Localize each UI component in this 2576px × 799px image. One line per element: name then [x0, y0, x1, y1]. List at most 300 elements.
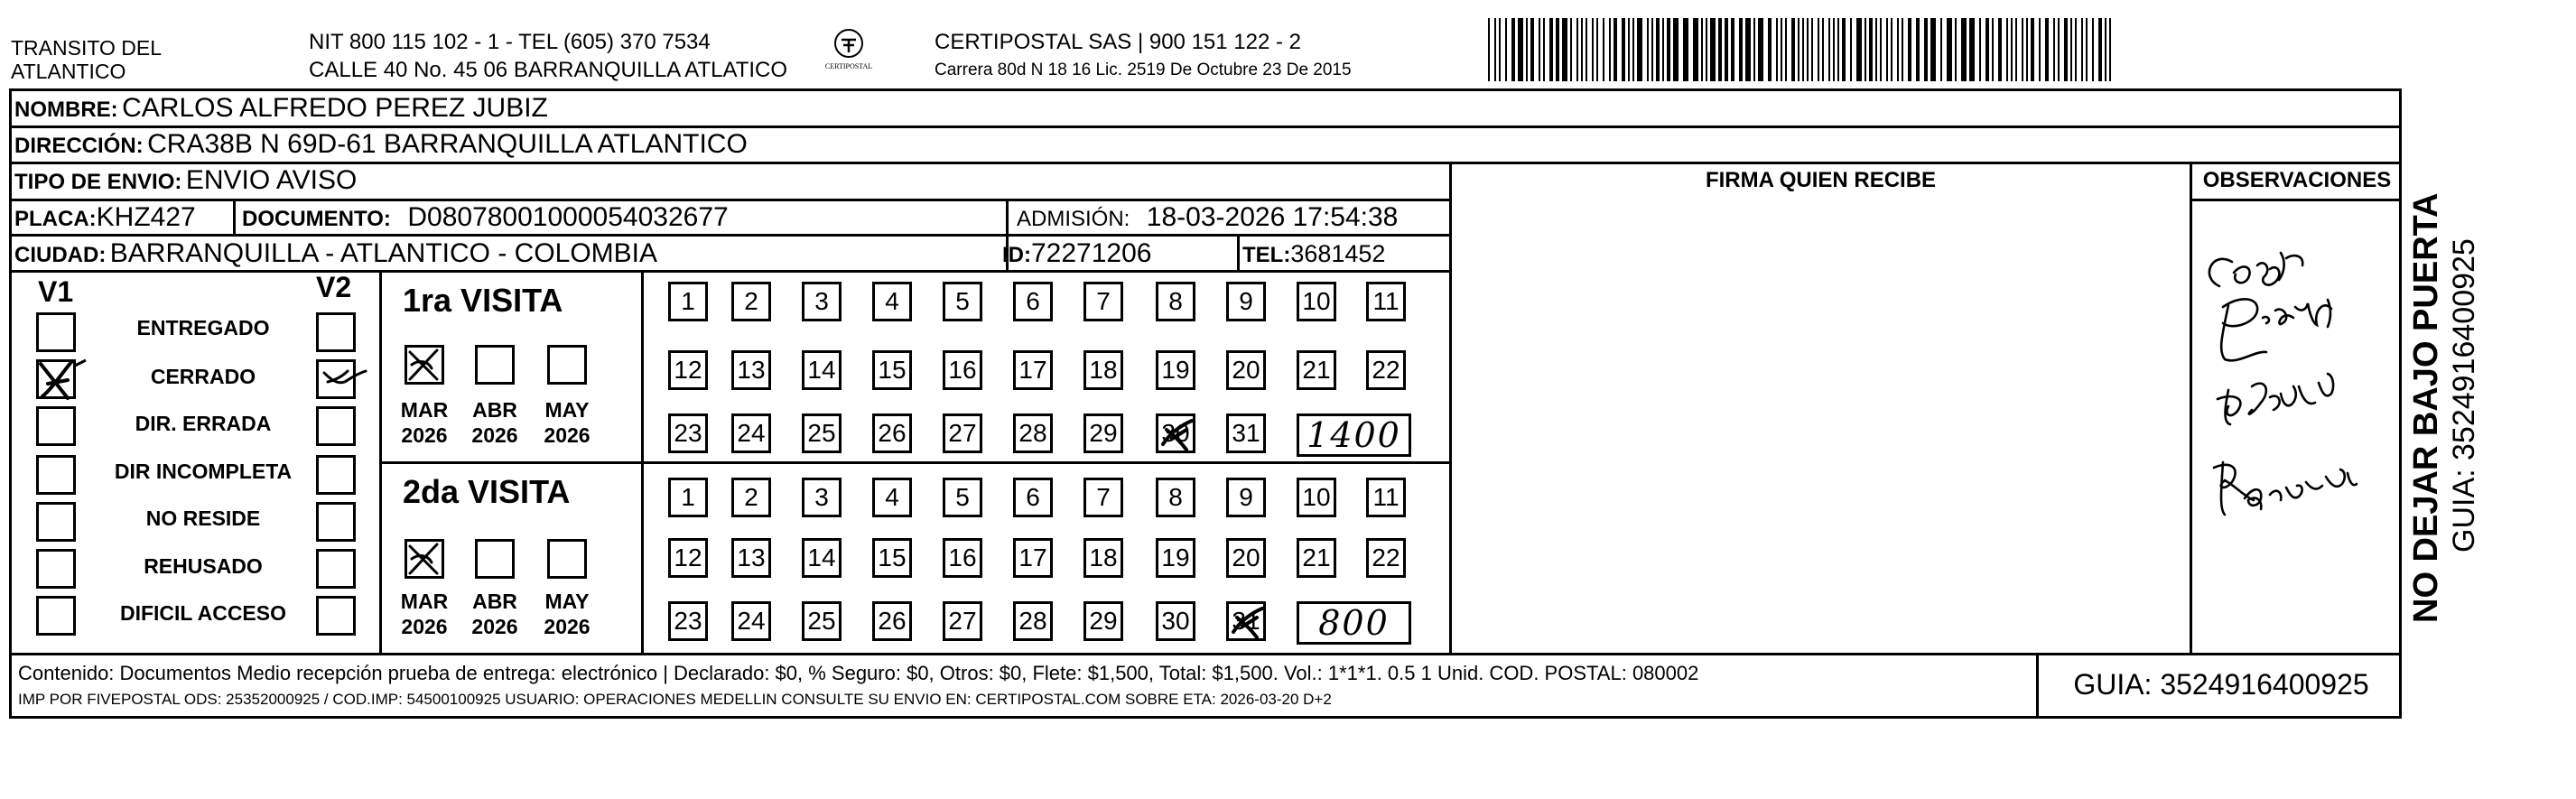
status-option-label: CERRADO: [150, 365, 256, 388]
day-box[interactable]: [731, 601, 771, 641]
logo-icon: [829, 27, 869, 61]
plate-label: PLACA:: [14, 207, 97, 231]
tel-value: 3681452: [1290, 240, 1386, 267]
day-number: 21: [1302, 544, 1331, 571]
carrier-address: Carrera 80d N 18 16 Lic. 2519 De Octubre 23 De 2015: [935, 60, 1352, 79]
month-checkbox[interactable]: [475, 539, 515, 579]
day-number: 3: [814, 483, 829, 511]
barcode-bar: [1897, 18, 1899, 81]
barcode-bar: [1798, 18, 1799, 81]
barcode-bar: [1886, 18, 1888, 81]
day-box[interactable]: [872, 478, 912, 517]
barcode-bar: [1543, 18, 1545, 81]
day-number: 7: [1096, 483, 1111, 511]
v1-checkbox[interactable]: [36, 502, 76, 542]
day-number: 18: [1089, 544, 1118, 571]
month-checkbox[interactable]: [405, 539, 444, 579]
barcode-bar: [2011, 18, 2013, 81]
day-box[interactable]: [731, 538, 771, 578]
day-box[interactable]: [1226, 478, 1266, 517]
day-box[interactable]: [1013, 282, 1053, 321]
document-value: D08078001000054032677: [407, 202, 729, 232]
recipient-name: CARLOS ALFREDO PEREZ JUBIZ: [122, 93, 548, 123]
day-box[interactable]: [872, 413, 912, 453]
day-number: 9: [1239, 483, 1253, 511]
day-box[interactable]: [1083, 282, 1123, 321]
barcode-bar: [1596, 18, 1598, 81]
org-name-line2: ATLANTICO: [11, 60, 126, 83]
day-box[interactable]: [1083, 413, 1123, 453]
tel-label: TEL:: [1242, 243, 1291, 267]
day-number: 16: [948, 356, 977, 384]
shipment-type: ENVIO AVISO: [185, 165, 358, 195]
day-number: 14: [807, 356, 836, 384]
day-box[interactable]: [872, 601, 912, 641]
status-option-label: DIR INCOMPLETA: [114, 460, 293, 483]
barcode-bar: [1902, 18, 1903, 81]
v2-checkbox[interactable]: [316, 549, 356, 589]
day-number: 6: [1026, 483, 1040, 511]
barcode-bar: [1807, 18, 1809, 81]
day-number: 21: [1302, 356, 1331, 384]
barcode-bar: [1570, 18, 1572, 81]
barcode-bar: [1930, 18, 1936, 81]
day-number: 13: [737, 544, 766, 571]
barcode-bar: [2045, 18, 2049, 81]
barcode-bar: [2015, 18, 2017, 81]
day-box[interactable]: [943, 601, 982, 641]
observations-header: OBSERVACIONES: [2202, 168, 2392, 192]
barcode-bar: [1622, 18, 1625, 81]
day-box[interactable]: [1013, 350, 1053, 390]
day-box[interactable]: [943, 350, 982, 390]
v2-checkbox[interactable]: [316, 502, 356, 542]
day-box[interactable]: [1013, 601, 1053, 641]
day-number: 4: [885, 287, 899, 315]
v2-checkbox[interactable]: [316, 312, 356, 352]
day-number: 29: [1089, 607, 1118, 635]
barcode-bar: [2053, 18, 2055, 81]
barcode-bar: [1628, 18, 1630, 81]
day-box[interactable]: [943, 538, 982, 578]
day-box[interactable]: [668, 538, 708, 578]
logo-text: CERTIPOSTAL: [824, 62, 873, 70]
day-box[interactable]: [802, 478, 842, 517]
barcode-bar: [1505, 18, 1507, 81]
barcode-bar: [1632, 18, 1634, 81]
status-option-label: REHUSADO: [144, 554, 263, 578]
day-number: 20: [1232, 544, 1260, 571]
barcode-bar: [1992, 18, 1994, 81]
admission-label: ADMISIÓN:: [1017, 207, 1130, 231]
barcode-bar: [1875, 18, 1877, 81]
org-nit: NIT 800 115 102 - 1 - TEL (605) 370 7534: [309, 30, 711, 54]
month-label: ABR 2026: [471, 590, 518, 638]
day-number: 23: [674, 607, 702, 635]
day-number: 26: [878, 607, 907, 635]
org-info: [309, 28, 787, 84]
side-warning: NO DEJAR BAJO PUERTA: [2407, 192, 2445, 623]
day-box[interactable]: [1226, 350, 1266, 390]
document-field: [242, 202, 729, 233]
barcode-bar: [2086, 18, 2088, 81]
barcode-bar: [1701, 18, 1703, 81]
barcode-bar: [1710, 18, 1716, 81]
type-row: [14, 165, 357, 196]
barcode-bar: [1662, 18, 1664, 81]
footer-guia: GUIA: 3524916400925: [2073, 668, 2369, 701]
barcode-bar: [1673, 18, 1679, 81]
day-box[interactable]: [802, 282, 842, 321]
barcode-bar: [1576, 18, 1578, 81]
status-option-label: DIR. ERRADA: [135, 412, 272, 435]
day-number: 13: [737, 356, 766, 384]
day-number: 20: [1232, 356, 1260, 384]
barcode-bar: [1802, 18, 1804, 81]
barcode-bar: [1706, 18, 1707, 81]
barcode-bar: [1651, 18, 1653, 81]
barcode-bar: [1822, 18, 1824, 81]
barcode-bar: [1818, 18, 1819, 81]
barcode-bar: [1869, 18, 1873, 81]
day-number: 26: [878, 419, 907, 447]
day-number: 12: [674, 544, 702, 571]
barcode-bar: [1656, 18, 1660, 81]
day-box[interactable]: [943, 413, 982, 453]
barcode-bar: [2039, 18, 2041, 81]
day-box[interactable]: [668, 282, 708, 321]
day-box[interactable]: [1226, 538, 1266, 578]
barcode-bar: [1511, 18, 1515, 81]
day-number: 16: [948, 544, 977, 571]
barcode-bar: [1539, 18, 1540, 81]
document-label: DOCUMENTO:: [242, 207, 391, 231]
barcode-bar: [1549, 18, 1553, 81]
barcode-bar: [1955, 18, 1957, 81]
barcode-bar: [1776, 18, 1778, 81]
day-box[interactable]: [731, 350, 771, 390]
hour-box[interactable]: [1297, 601, 1411, 645]
hour-handwritten: 800: [1318, 603, 1390, 643]
month-checkbox[interactable]: [547, 345, 587, 385]
barcode-bar: [1908, 18, 1911, 81]
barcode-bar: [1637, 18, 1642, 81]
day-number: 22: [1372, 544, 1400, 571]
barcode-bar: [1979, 18, 1981, 81]
org-name-line1: TRANSITO DEL: [11, 36, 162, 60]
name-row: [14, 93, 548, 124]
day-number: 8: [1168, 483, 1183, 511]
barcode-bar: [1494, 18, 1496, 81]
day-box[interactable]: [1013, 478, 1053, 517]
signature-header: FIRMA QUIEN RECIBE: [1705, 168, 1937, 192]
name-label: NOMBRE:: [14, 98, 118, 122]
barcode-bar: [1693, 18, 1698, 81]
day-box[interactable]: [1297, 350, 1336, 390]
day-box[interactable]: [1366, 350, 1406, 390]
day-number: 23: [674, 419, 702, 447]
day-box[interactable]: [668, 478, 708, 517]
day-box[interactable]: [731, 478, 771, 517]
day-number: 25: [807, 607, 836, 635]
day-number: 25: [807, 419, 836, 447]
barcode-bar: [2092, 18, 2094, 81]
type-label: TIPO DE ENVIO:: [14, 170, 182, 194]
day-number: 24: [737, 607, 766, 635]
day-number: 28: [1018, 419, 1047, 447]
barcode-bar: [2031, 18, 2034, 81]
day-box[interactable]: [1156, 350, 1195, 390]
barcode-bar: [2058, 18, 2060, 81]
hour-handwritten: 1400: [1307, 415, 1401, 455]
day-box[interactable]: [1156, 601, 1195, 641]
barcode-bar: [1880, 18, 1882, 81]
barcode-bar: [1791, 18, 1795, 81]
v2-checkbox[interactable]: [316, 359, 356, 399]
day-box[interactable]: [802, 413, 842, 453]
city-row: [14, 238, 657, 269]
address-label: DIRECCIÓN:: [14, 134, 144, 158]
day-box[interactable]: [1156, 538, 1195, 578]
v1-checkbox[interactable]: [36, 359, 76, 399]
barcode-bar: [1753, 18, 1755, 81]
day-box[interactable]: [872, 282, 912, 321]
barcode-bar: [1940, 18, 1942, 81]
barcode-bar: [1647, 18, 1649, 81]
barcode-bar: [2026, 18, 2028, 81]
barcode-bar: [1603, 18, 1604, 81]
observation-signatures: [2192, 200, 2400, 652]
v2-checkbox[interactable]: [316, 406, 356, 446]
barcode-bar: [1613, 18, 1617, 81]
visit-title: 2da VISITA: [403, 473, 571, 510]
day-number: 17: [1018, 544, 1047, 571]
barcode-bar: [1947, 18, 1952, 81]
day-box[interactable]: [1013, 538, 1053, 578]
day-number: 31: [1232, 419, 1260, 447]
v1-checkbox[interactable]: [36, 549, 76, 589]
day-box[interactable]: [1083, 538, 1123, 578]
footer-content: Contenido: Documentos Medio recepción prueba de entrega: electrónico | Declarado: $0, % Seguro: $0, Otros: $0, Flete: $1,500, Total: $1,500. Vol.: 1*1*1. 0.5 1 Unid. COD. POSTAL: 080002: [18, 662, 1699, 684]
status-option-label: NO RESIDE: [145, 506, 261, 530]
v1-checkbox[interactable]: [36, 406, 76, 446]
barcode-bar: [1961, 18, 1967, 81]
status-option-label: DIFICIL ACCESO: [119, 601, 286, 625]
day-box[interactable]: [1013, 413, 1053, 453]
day-box[interactable]: [731, 282, 771, 321]
barcode-bar: [2081, 18, 2083, 81]
barcode-bar: [2098, 18, 2102, 81]
day-number: 3: [814, 287, 829, 315]
day-number: 30: [1161, 419, 1190, 447]
address-row: [14, 129, 748, 160]
day-box[interactable]: [1083, 478, 1123, 517]
day-box[interactable]: [1226, 413, 1266, 453]
plate-row: [14, 202, 196, 233]
barcode-bar: [1837, 18, 1839, 81]
day-number: 14: [807, 544, 836, 571]
barcode-bar: [1731, 18, 1734, 81]
barcode-bar: [1718, 18, 1722, 81]
v1-checkbox[interactable]: [36, 596, 76, 636]
id-field: [1002, 238, 1151, 269]
admission-value: 18-03-2026 17:54:38: [1146, 202, 1399, 232]
day-number: 12: [674, 356, 702, 384]
barcode-bar: [2022, 18, 2023, 81]
month-label: MAR 2026: [400, 590, 449, 638]
barcode-bar: [1725, 18, 1728, 81]
v1-checkbox[interactable]: [36, 312, 76, 352]
barcode-bar: [1667, 18, 1670, 81]
month-label: ABR 2026: [471, 398, 518, 447]
day-number: 10: [1302, 483, 1331, 511]
barcode-bar: [1488, 18, 1490, 81]
day-number: 17: [1018, 356, 1047, 384]
barcode-bar: [1998, 18, 2002, 81]
barcode-bar: [1891, 18, 1892, 81]
day-number: 1: [681, 287, 695, 315]
day-box[interactable]: [1366, 538, 1406, 578]
hour-box[interactable]: [1297, 413, 1411, 457]
day-box[interactable]: [1297, 282, 1336, 321]
month-checkbox[interactable]: [405, 345, 444, 385]
barcode-bar: [1924, 18, 1928, 81]
day-box[interactable]: [668, 350, 708, 390]
day-box[interactable]: [1156, 478, 1195, 517]
day-box[interactable]: [668, 413, 708, 453]
day-number: 29: [1089, 419, 1118, 447]
day-number: 19: [1161, 356, 1190, 384]
day-box[interactable]: [1297, 538, 1336, 578]
barcode: [1488, 18, 2120, 81]
day-box[interactable]: [1366, 282, 1406, 321]
check-mark-icon: [1156, 413, 1195, 453]
barcode-bar: [1850, 18, 1852, 81]
day-box[interactable]: [1083, 350, 1123, 390]
id-value: 72271206: [1031, 238, 1152, 268]
day-box[interactable]: [802, 350, 842, 390]
day-number: 9: [1239, 287, 1253, 315]
barcode-bar: [1745, 18, 1751, 81]
barcode-bar: [1739, 18, 1743, 81]
day-number: 19: [1161, 544, 1190, 571]
month-label: MAR 2026: [400, 398, 449, 447]
day-number: 8: [1168, 287, 1183, 315]
v2-checkbox[interactable]: [316, 455, 356, 495]
day-box[interactable]: [1083, 601, 1123, 641]
day-number: 15: [878, 544, 907, 571]
barcode-bar: [1586, 18, 1587, 81]
barcode-bar: [1916, 18, 1920, 81]
day-box[interactable]: [1226, 282, 1266, 321]
carrier-info: [935, 28, 1352, 84]
barcode-bar: [1833, 18, 1835, 81]
barcode-bar: [1556, 18, 1559, 81]
day-box[interactable]: [1156, 413, 1195, 453]
day-number: 11: [1372, 483, 1400, 511]
day-box[interactable]: [802, 601, 842, 641]
barcode-bar: [1562, 18, 1567, 81]
month-checkbox[interactable]: [475, 345, 515, 385]
day-number: 18: [1089, 356, 1118, 384]
check-mark-icon: [405, 345, 444, 385]
barcode-bar: [1592, 18, 1594, 81]
day-box[interactable]: [872, 538, 912, 578]
city-label: CIUDAD:: [14, 243, 107, 267]
org-address: CALLE 40 No. 45 06 BARRANQUILLA ATLATICO: [309, 58, 788, 82]
day-number: 24: [737, 419, 766, 447]
id-label: ID:: [1002, 243, 1031, 267]
carrier-name: CERTIPOSTAL SAS | 900 151 122 - 2: [935, 30, 1301, 54]
day-number: 31: [1232, 607, 1260, 635]
check-mark-icon: [1226, 601, 1266, 641]
day-number: 27: [948, 419, 977, 447]
day-box[interactable]: [872, 350, 912, 390]
day-number: 6: [1026, 287, 1040, 315]
month-label: MAY 2026: [544, 398, 591, 447]
barcode-bar: [1581, 18, 1583, 81]
city-value: BARRANQUILLA - ATLANTICO - COLOMBIA: [109, 238, 658, 268]
day-box[interactable]: [731, 413, 771, 453]
month-label: MAY 2026: [544, 590, 591, 638]
day-box[interactable]: [802, 538, 842, 578]
barcode-bar: [1781, 18, 1782, 81]
v1-label: V1: [38, 275, 74, 308]
day-box[interactable]: [943, 478, 982, 517]
barcode-bar: [1842, 18, 1846, 81]
barcode-bar: [1530, 18, 1534, 81]
barcode-bar: [1969, 18, 1975, 81]
barcode-bar: [2064, 18, 2068, 81]
visit-title: 1ra VISITA: [403, 282, 563, 319]
day-box[interactable]: [1366, 478, 1406, 517]
check-mark-icon: [319, 360, 373, 396]
day-number: 28: [1018, 607, 1047, 635]
v2-label: V2: [316, 271, 352, 303]
barcode-bar: [2075, 18, 2077, 81]
barcode-bar: [1828, 18, 1830, 81]
barcode-bar: [1683, 18, 1688, 81]
certipostal-logo: [813, 27, 885, 81]
day-box[interactable]: [668, 601, 708, 641]
day-number: 30: [1161, 607, 1190, 635]
admission-field: [1017, 202, 1398, 233]
day-box[interactable]: [943, 282, 982, 321]
v1-checkbox[interactable]: [36, 455, 76, 495]
day-box[interactable]: [1297, 478, 1336, 517]
month-checkbox[interactable]: [547, 539, 587, 579]
barcode-bar: [1785, 18, 1787, 81]
barcode-bar: [2109, 18, 2111, 81]
status-option-label: ENTREGADO: [136, 316, 270, 339]
day-box[interactable]: [1226, 601, 1266, 641]
day-number: 1: [681, 483, 695, 511]
org-name: [11, 36, 162, 83]
side-guia: GUIA: 3524916400925: [2447, 238, 2481, 553]
day-number: 10: [1302, 287, 1331, 315]
v2-checkbox[interactable]: [316, 596, 356, 636]
day-box[interactable]: [1156, 282, 1195, 321]
check-mark-icon: [35, 357, 89, 402]
day-number: 7: [1096, 287, 1111, 315]
barcode-bar: [2070, 18, 2072, 81]
barcode-bar: [1526, 18, 1528, 81]
barcode-bar: [1609, 18, 1611, 81]
day-number: 15: [878, 356, 907, 384]
plate-value: KHZ427: [96, 202, 196, 232]
day-number: 5: [955, 483, 970, 511]
day-number: 27: [948, 607, 977, 635]
